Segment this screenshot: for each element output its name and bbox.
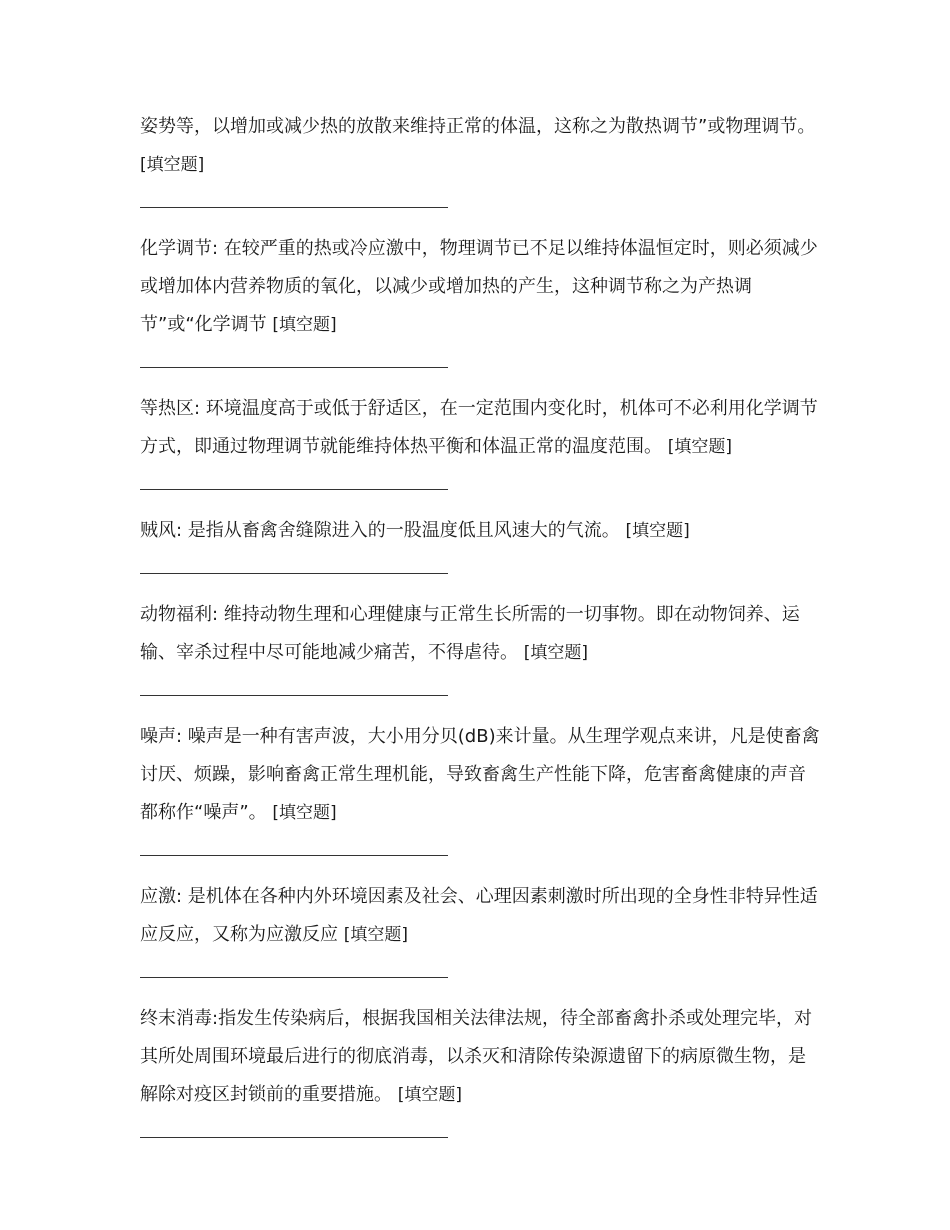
question-text	[140, 512, 820, 550]
question-item	[140, 1000, 820, 1138]
question-body: 化学调节: 在较严重的热或冷应激中，物理调节已不足以维持体温恒定时，则必须减少或增加体内营养物质的氧化，以减少或增加热的产生，这种调节称之为产热调节”或“化学调节	[140, 238, 818, 335]
question-text	[140, 230, 820, 344]
question-type-tag: [填空题]	[523, 643, 588, 663]
question-item	[140, 230, 820, 368]
question-text	[140, 878, 820, 954]
question-type-tag: [填空题]	[343, 925, 408, 945]
answer-blank-line[interactable]	[140, 977, 448, 978]
question-text	[140, 596, 820, 672]
question-body: 贼风: 是指从畜禽舍缝隙进入的一股温度低且风速大的气流。	[140, 520, 620, 541]
question-body: 姿势等，以增加或减少热的放散来维持正常的体温，这称之为散热调节”或物理调节。	[140, 116, 816, 137]
answer-blank-line[interactable]	[140, 207, 448, 208]
question-text	[140, 1000, 820, 1114]
question-item	[140, 718, 820, 856]
question-body: 动物福利: 维持动物生理和心理健康与正常生长所需的一切事物。即在动物饲养、运输、宰杀过程中尽可能地减少痛苦，不得虐待。	[140, 604, 800, 663]
question-item	[140, 596, 820, 696]
question-type-tag: [填空题]	[397, 1085, 462, 1105]
document-page	[140, 108, 820, 1160]
question-type-tag: [填空题]	[272, 315, 337, 335]
question-type-tag: [填空题]	[625, 521, 690, 541]
question-type-tag: [填空题]	[272, 803, 337, 823]
question-item	[140, 878, 820, 978]
question-text	[140, 390, 820, 466]
question-body: 噪声: 噪声是一种有害声波，大小用分贝(dB)来计量。从生理学观点来讲，凡是使畜禽讨厌、烦躁，影响畜禽正常生理机能，导致畜禽生产性能下降，危害畜禽健康的声音都称作“噪声”。	[140, 726, 820, 823]
answer-blank-line[interactable]	[140, 573, 448, 574]
question-body: 等热区: 环境温度高于或低于舒适区，在一定范围内变化时，机体可不必利用化学调节方式，即通过物理调节就能维持体热平衡和体温正常的温度范围。	[140, 398, 818, 457]
answer-blank-line[interactable]	[140, 367, 448, 368]
question-item	[140, 108, 820, 208]
question-body: 终末消毒:指发生传染病后，根据我国相关法律法规，待全部畜禽扑杀或处理完毕，对其所处周围环境最后进行的彻底消毒，以杀灭和清除传染源遗留下的病原微生物，是解除对疫区封锁前的重要措施。	[140, 1008, 813, 1105]
question-text	[140, 718, 820, 832]
question-item	[140, 512, 820, 574]
question-text	[140, 108, 820, 184]
question-type-tag: [填空题]	[667, 437, 732, 457]
question-body: 应激: 是机体在各种内外环境因素及社会、心理因素刺激时所出现的全身性非特异性适应反应，又称为应激反应	[140, 886, 818, 945]
answer-blank-line[interactable]	[140, 695, 448, 696]
answer-blank-line[interactable]	[140, 1137, 448, 1138]
answer-blank-line[interactable]	[140, 855, 448, 856]
answer-blank-line[interactable]	[140, 489, 448, 490]
question-type-tag: [填空题]	[140, 155, 205, 175]
question-item	[140, 390, 820, 490]
